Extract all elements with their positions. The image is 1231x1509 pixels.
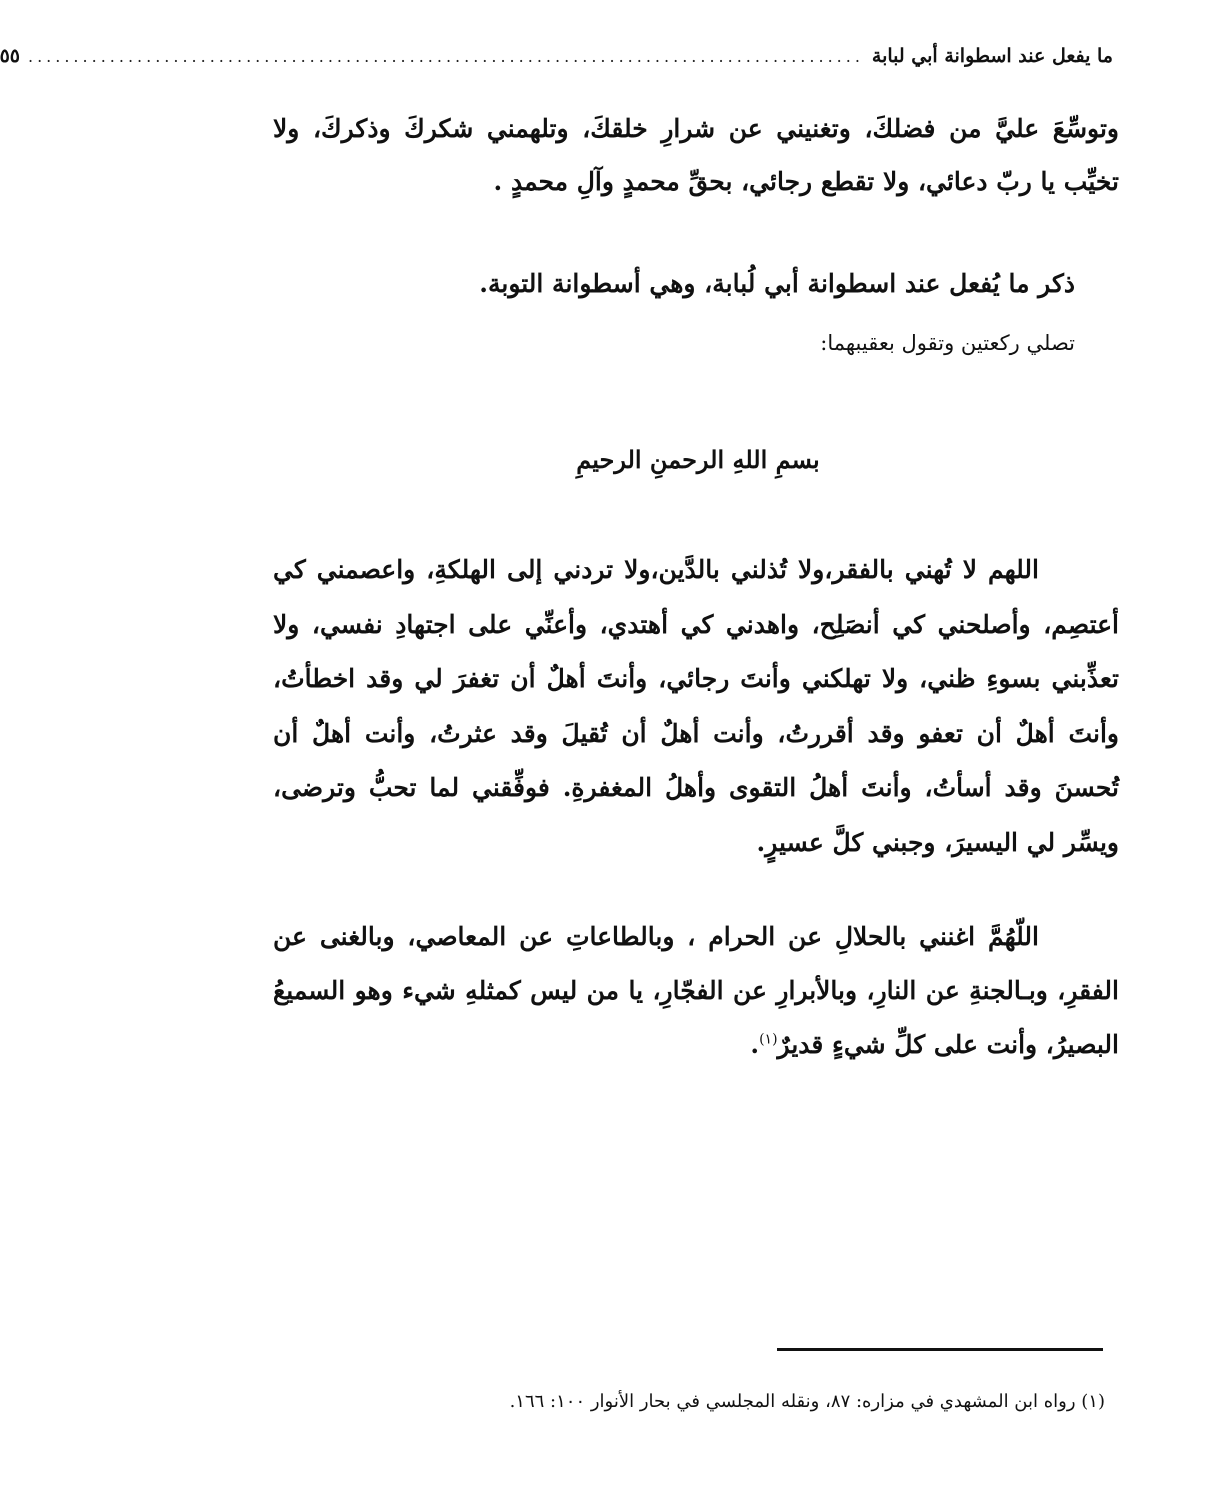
intro-paragraph: وتوسِّعَ عليَّ من فضلكَ، وتغنيني عن شرارِ خلقكَ، وتلهمني شكركَ وذكركَ، ولا تخيِّب يا ربّ دعائي، ولا تقطع رجائي، بحقِّ محمدٍ وآلِ محمدٍ . — [273, 114, 1119, 196]
footnote-reference[interactable]: (١) — [759, 1031, 778, 1048]
section-instruction: تصلي ركعتين وتقول بعقيبهما: — [820, 331, 1075, 355]
footnote: (١) رواه ابن المشهدي في مزاره: ٨٧، ونقله المجلسي في بحار الأنوار ١٠٠: ١٦٦. — [509, 1391, 1105, 1412]
basmala: بسمِ اللهِ الرحمنِ الرحيمِ — [576, 445, 820, 474]
section-title: ذكر ما يُفعل عند اسطوانة أبي لُبابة، وهي أسطوانة التوبة. — [479, 269, 1075, 298]
page-number: ٥٥ — [0, 45, 20, 67]
leader-dots: ............................................................................................ — [28, 46, 864, 66]
prayer-paragraph-2 — [273, 910, 1119, 1072]
prayer-paragraph-2-text: اللّهُمَّ اغنني بالحلالِ عن الحرام ، وبالطاعاتِ عن المعاصي، وبالغنى عن الفقرِ، وبـالجنةِ عن النارِ، وبالأبرارِ عن الفجّارِ، يا من ليس كمثلهِ شيء وهو السميعُ البصيرُ، وأنت على كلِّ شيءٍ قديرٌ — [273, 922, 1119, 1059]
prayer-paragraph-1: اللهم لا تُهني بالفقر،ولا تُذلني بالدَّين،ولا تردني إلى الهلكةِ، واعصمني كي أعتصِم، وأصلحني كي أنصَلِح، واهدني كي أهتدي، وأعنِّي على اجتهادِ نفسي، ولا تعذِّبني بسوءِ ظني، ولا تهلكني وأنتَ رجائي، وأنتَ أهلٌ أن تغفرَ لي وقد اخطأتُ، وأنتَ أهلٌ أن تعفو وقد أقررتُ، وأنت أهلٌ أن تُقيلَ وقد عثرتُ، وأنت أهلٌ أن تُحسنَ وقد أسأتُ، وأنتَ أهلُ التقوى وأهلُ المغفرةِ. فوفِّقني لما تحبُّ وترضى، ويسِّر لي اليسيرَ، وجبني كلَّ عسيرٍ. — [273, 555, 1119, 857]
running-header-title: ما يفعل عند اسطوانة أبي لبابة — [871, 45, 1113, 67]
footnote-divider — [777, 1348, 1103, 1351]
running-header — [0, 36, 1113, 76]
prayer-paragraph-2-end: . — [750, 1030, 760, 1059]
